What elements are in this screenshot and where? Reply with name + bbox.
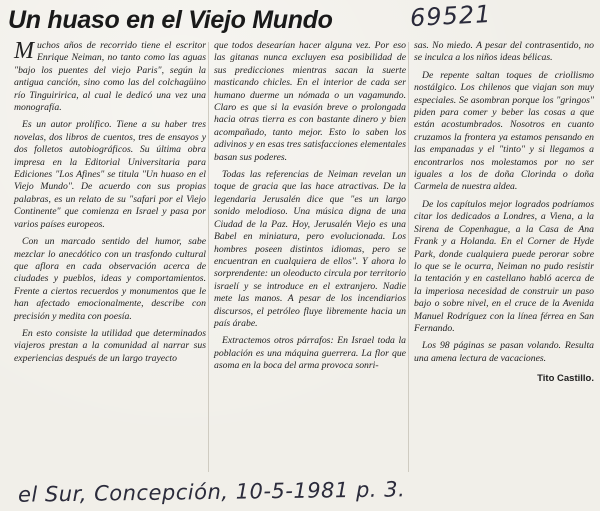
article-title: Un huaso en el Viejo Mundo — [8, 6, 333, 34]
column-2 — [214, 40, 406, 378]
handwritten-source-note: el Sur, Concepción, 10-5-1981 p. 3. — [17, 477, 406, 507]
author-signature: Tito Castillo. — [537, 373, 594, 385]
column-divider — [208, 42, 209, 472]
column-1 — [14, 40, 206, 370]
paragraph: Todas las referencias de Neiman revelan un toque de gracia que las hace atractivas. De la legendaria Jerusalén dice que "es un largo sonido melodioso. Una música digna de una Ciudad de la Paz. Hoy, Jerusalén Viejo es una Babel en miniatura, pero evolucionada. Los hombres poseen distintos idiomas, pero se encuentran en cualquiera de ellos". Y ahora lo sorprendente: un oleoducto circula por territorio israelí y se introduce en el extranjero. Nadie mete las manos. A pesar de los incendiarios discursos, el petróleo fluye libremente hacia un país árabe. — [214, 169, 406, 329]
paragraph: Extractemos otros párrafos: En Israel toda la población es una máquina guerrera. La flor que asoma en la boca del arma provoca sonri- — [214, 335, 406, 372]
drop-cap: M — [14, 38, 34, 64]
paragraph: De repente saltan toques de criollismo nostálgico. Los chilenos que viajan son muy especiales. Se asombran porque los "gringos" piden para comer y beber las cosas a que están acostumbrados. Nosotros en cuanto cruzamos la frontera ya estamos pensando en las empanadas y el "tinto" y si llegamos a encontrarlos nos molestamos por no ser iguales a los de doña Clorinda o doña Carmela de nuestra aldea. — [414, 69, 594, 193]
paragraph: Los 98 páginas se pasan volando. Resulta una amena lectura de vacaciones. — [414, 340, 594, 364]
paragraph: que todos desearían hacer alguna vez. Por eso las gitanas nunca excluyen esa posibilidad de sus predicciones mientras sacan la suerte masticando chicles. En el interior de cada ser humano duerme un nómada o un vagamundo. Claro es que si la evasión breve o prolongada hacia otras tierra es con bastante dinero y bien acompañado, tanto mejor. Esto lo saben los adivinos y en esas tres satisfacciones elementales basan sus poderes. — [214, 40, 406, 163]
column-divider — [408, 42, 409, 472]
column-3 — [414, 40, 594, 386]
paragraph: Con un marcado sentido del humor, sabe mezclar lo anecdótico con un trasfondo cultural que aflora en cada observación acerca de ciudades y pueblos, ideas y comportamientos. Frente a ciertos recuerdos y monumentos que le han afectado emocionalmente, describe con precisión y medita con poesía. — [14, 236, 206, 322]
paragraph: De los capítulos mejor logrados podríamos citar los dedicados a Londres, a Viena, a la Sirena de Copenhague, a la Casa de Ana Frank y a Holanda. En el Corner de Hyde Park, donde cualquiera puede perorar sobre lo que se le ocurra, Neiman no pudo resistir la tentación y en castellano habló acerca de la imperiosa necesidad de construir un paso bajo o sobre nivel, en el cruce de la Avenida Manuel Rodríguez con la línea férrea en San Fernando. — [414, 198, 594, 334]
paragraph: En esto consiste la utilidad que determinados viajeros prestan a la comunidad al narrar sus experiencias después de un largo trayecto — [14, 327, 206, 364]
paragraph: Muchos años de recorrido tiene el escritor Enrique Neiman, no tanto como las aguas "bajo los puentes del viejo Paris", según la antigua canción, sino como las del colchagüino río Tinguiririca, al cual le dedicó una vez una monografía. — [14, 38, 206, 114]
paragraph: sas. No miedo. A pesar del contrasentido, no se inculca a los niños ideas bélicas. — [414, 40, 594, 64]
paragraph: Es un autor prolífico. Tiene a su haber tres novelas, dos libros de cuentos, tres de ensayos y dos folletos autobiográficos. Su última obra impresa en la Editorial Universitaria para Ediciones "Los Afines" se titula "Un huaso en el Viejo Mundo". De acuerdo con sus propias palabras, es un relato de su "safari por el Viejo Continente" que comienza en Israel y pasa por varios países europeos. — [14, 119, 206, 230]
archive-number: 69521 — [409, 0, 493, 33]
